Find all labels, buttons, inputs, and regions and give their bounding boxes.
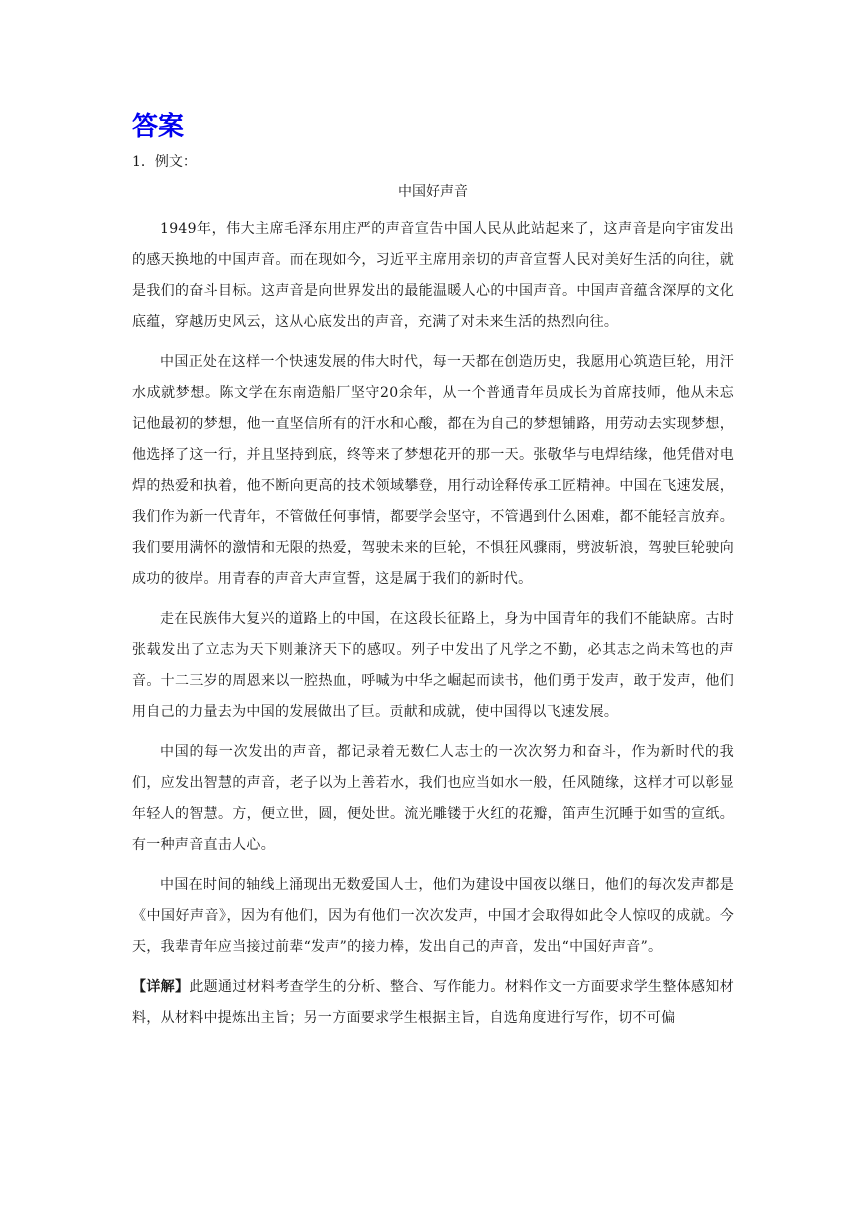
detail-explanation [132, 972, 734, 1034]
essay-paragraph: 1949年，伟大主席毛泽东用庄严的声音宣告中国人民从此站起来了，这声音是向宇宙发出的感天换地的中国声音。而在现如今，习近平主席用亲切的声音宣誓人民对美好生活的向往，就是我们的奋斗目标。这声音是向世界发出的最能温暖人心的中国声音。中国声音蕴含深厚的文化底蕴，穿越历史风云，这从心底发出的声音，充满了对未来生活的热烈向往。 [132, 221, 734, 330]
essay-paragraph: 走在民族伟大复兴的道路上的中国，在这段长征路上，身为中国青年的我们不能缺席。古时张载发出了立志为天下则兼济天下的感叹。列子中发出了凡学之不勤，必其志之尚未笃也的声音。十二三岁的周恩来以一腔热血，呼喊为中华之崛起而读书，他们勇于发声，敢于发声，他们用自己的力量去为中国的发展做出了巨。贡献和成就，使中国得以飞速发展。 [132, 611, 734, 720]
answer-heading: 答案 [132, 112, 185, 142]
question-number: 1． [132, 154, 155, 170]
question-line [132, 150, 734, 174]
detail-label: 【详解】 [132, 979, 190, 995]
question-label: 例文： [154, 154, 197, 170]
essay-paragraph: 中国正处在这样一个快速发展的伟大时代，每一天都在创造历史，我愿用心筑造巨轮，用汗水成就梦想。陈文学在东南造船厂坚守20余年，从一个普通青年员成长为首席技师，他从未忘记他最初的梦想，他一直坚信所有的汗水和心酸，都在为自己的梦想铺路，用劳动去实现梦想，他选择了这一行，并且坚持到底，终等来了梦想花开的那一天。张敬华与电焊结缘，他凭借对电焊的热爱和执着，他不断向更高的技术领域攀登，用行动诠释传承工匠精神。中国在飞速发展，我们作为新一代青年，不管做任何事情，都要学会坚守，不管遇到什么困难，都不能轻言放弃。我们要用满怀的激情和无限的热爱，驾驶未来的巨轮，不惧狂风骤雨，劈波斩浪，驾驶巨轮驶向成功的彼岸。用青春的声音大声宣誓，这是属于我们的新时代。 [132, 354, 734, 587]
essay-paragraph: 中国的每一次发出的声音，都记录着无数仁人志士的一次次努力和奋斗，作为新时代的我们，应发出智慧的声音，老子以为上善若水，我们也应当如水一般，任风随缘，这样才可以彰显年轻人的智慧。方，便立世，圆，便处世。流光雕镂于火红的花瓣，笛声生沉睡于如雪的宣纸。有一种声音直击人心。 [132, 744, 734, 853]
detail-text: 此题通过材料考查学生的分析、整合、写作能力。材料作文一方面要求学生整体感知材料，从材料中提炼出主旨；另一方面要求学生根据主旨，自选角度进行写作，切不可偏 [132, 979, 734, 1026]
answer-page [132, 108, 734, 1034]
essay-title: 中国好声音 [398, 184, 468, 200]
essay-paragraph: 中国在时间的轴线上涌现出无数爱国人士，他们为建设中国夜以继日，他们的每次发声都是《中国好声音》，因为有他们，因为有他们一次次发声，中国才会取得如此令人惊叹的成就。今天，我辈青年应当接过前辈“发声”的接力棒，发出自己的声音，发出“中国好声音”。 [132, 877, 734, 955]
